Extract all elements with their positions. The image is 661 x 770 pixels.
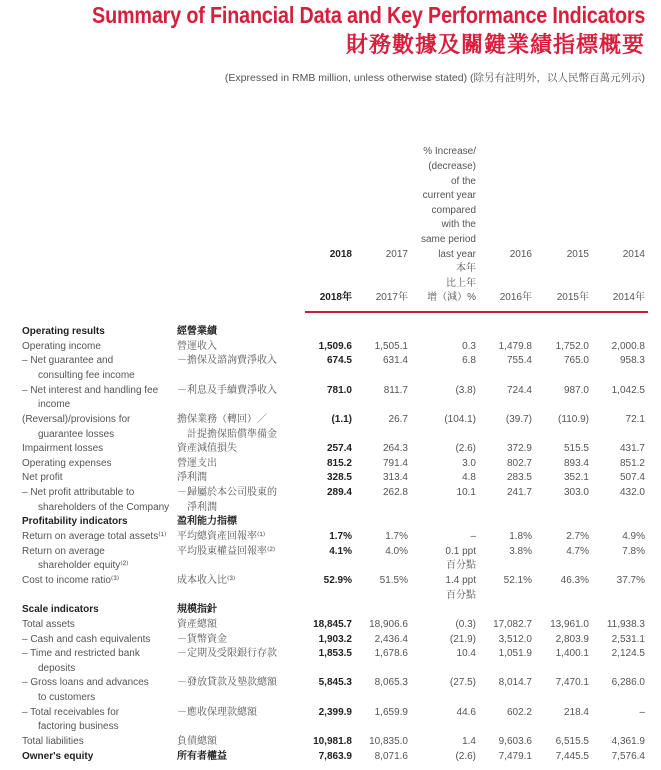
table-row bbox=[0, 384, 661, 413]
row-label bbox=[22, 530, 172, 545]
value-cell: 2,000.8 bbox=[611, 340, 645, 352]
value-cell: 2,436.4 bbox=[374, 633, 408, 645]
pct-header-line: 增（減）% bbox=[427, 292, 476, 304]
value-cell: (0.3) bbox=[455, 618, 476, 630]
value-cell: 2,803.9 bbox=[555, 633, 589, 645]
value-cell: 7,479.1 bbox=[498, 750, 532, 762]
row-label-chinese-line: 所有者權益 bbox=[177, 750, 227, 762]
row-label-chinese bbox=[177, 515, 237, 530]
table-row bbox=[0, 545, 661, 574]
value-cell: 1,678.6 bbox=[374, 648, 408, 660]
value-cell: (3.8) bbox=[455, 384, 476, 396]
value-cell: 1,051.9 bbox=[498, 648, 532, 660]
pct-header-line: % Increase/ bbox=[423, 146, 476, 158]
row-label-chinese-line: 營運收入 bbox=[177, 340, 217, 352]
page-title-chinese: 財務數據及關鍵業績指標概要 bbox=[345, 32, 645, 57]
value-cell: 4.8 bbox=[462, 472, 476, 484]
value-cell: 893.4 bbox=[563, 457, 589, 469]
value-cell: 10,981.8 bbox=[313, 736, 352, 748]
table-row bbox=[0, 486, 661, 515]
row-label-chinese-line: －貨幣資金 bbox=[177, 633, 227, 645]
table-row bbox=[0, 354, 661, 383]
section-header-row bbox=[0, 515, 661, 530]
value-cell: 4,361.9 bbox=[611, 736, 645, 748]
value-cell: 8,065.3 bbox=[374, 677, 408, 689]
value-cell: 303.0 bbox=[563, 487, 589, 499]
year-header-chinese: 2017年 bbox=[375, 292, 408, 303]
value-cell: (1.1) bbox=[331, 413, 352, 425]
value-cell: 4.9% bbox=[622, 531, 645, 543]
row-label-line: Scale indicators bbox=[22, 604, 99, 616]
value-cell: 13,961.0 bbox=[550, 618, 589, 630]
row-label bbox=[22, 647, 172, 676]
value-cell: 328.5 bbox=[326, 472, 352, 484]
value-cell: 2,124.5 bbox=[611, 648, 645, 660]
value-cell: 241.7 bbox=[506, 487, 532, 499]
table-row bbox=[0, 647, 661, 676]
row-label-chinese-line: 計提擔保賠償準備金 bbox=[187, 428, 277, 440]
value-cell: (104.1) bbox=[444, 413, 476, 425]
row-label-chinese bbox=[177, 354, 277, 369]
value-cell: 602.2 bbox=[506, 706, 532, 718]
row-label bbox=[22, 413, 172, 442]
row-label bbox=[22, 545, 172, 574]
row-label bbox=[22, 384, 172, 413]
row-label-chinese-line: －發放貸款及墊款總額 bbox=[177, 677, 277, 689]
year-header-chinese: 2015年 bbox=[556, 292, 589, 303]
row-label-chinese-line: －定期及受限銀行存款 bbox=[177, 648, 277, 660]
value-cell: 7,470.1 bbox=[555, 677, 589, 689]
value-cell: 1,853.5 bbox=[318, 648, 352, 660]
value-cell: 674.5 bbox=[326, 355, 352, 367]
year-header-chinese: 2018年 bbox=[319, 292, 352, 303]
value-cell: 10,835.0 bbox=[369, 736, 408, 748]
row-label-line: deposits bbox=[38, 662, 76, 674]
pct-header-line: same period bbox=[420, 234, 476, 245]
value-cell: 5,845.3 bbox=[318, 677, 352, 689]
value-cell: 7.8% bbox=[622, 545, 645, 557]
row-label-chinese-line: 營運支出 bbox=[177, 457, 217, 469]
row-label-chinese bbox=[177, 384, 277, 399]
value-cell: 257.4 bbox=[326, 443, 352, 455]
value-cell: 8,071.6 bbox=[374, 750, 408, 762]
value-cell: 1,659.9 bbox=[374, 706, 408, 718]
value-cell: 1,400.1 bbox=[555, 648, 589, 660]
row-label-line: – Net profit attributable to bbox=[22, 487, 135, 499]
table-row bbox=[0, 530, 661, 545]
value-cell: 51.5% bbox=[379, 574, 408, 586]
row-label bbox=[22, 486, 172, 515]
table-row bbox=[0, 471, 661, 486]
row-label-line: Cost to income ratio⁽³⁾ bbox=[22, 574, 120, 586]
row-label-line: consulting fee income bbox=[38, 369, 135, 381]
row-label-chinese bbox=[177, 603, 217, 618]
row-label-chinese bbox=[177, 442, 237, 457]
row-label-chinese bbox=[177, 647, 277, 662]
pct-header-line: 比上年 bbox=[446, 277, 476, 289]
pct-change-header bbox=[396, 145, 476, 306]
value-cell: – bbox=[470, 531, 476, 543]
row-label bbox=[22, 354, 172, 383]
value-text: 百分點 bbox=[446, 589, 476, 601]
value-cell: 352.1 bbox=[563, 472, 589, 484]
row-label-chinese bbox=[177, 486, 277, 515]
row-label-chinese-line: 平均總資產回報率⁽¹⁾ bbox=[177, 531, 266, 543]
row-label-line: Total assets bbox=[22, 618, 75, 630]
row-label-line: Return on average bbox=[22, 545, 105, 557]
row-label-chinese bbox=[177, 574, 235, 589]
value-cell: 4.7% bbox=[566, 545, 589, 557]
row-label-line: income bbox=[38, 399, 71, 411]
row-label-chinese-line: 擔保業務（轉回）／ bbox=[177, 413, 267, 425]
row-label bbox=[22, 618, 172, 633]
row-label bbox=[22, 574, 172, 589]
value-cell: 3.8% bbox=[509, 545, 532, 557]
row-label-chinese bbox=[177, 750, 227, 765]
value-cell: (21.9) bbox=[449, 633, 476, 645]
row-label bbox=[22, 706, 172, 735]
value-text: 0.1 ppt bbox=[445, 545, 476, 557]
page-title: Summary of Financial Data and Key Performance Indicators bbox=[91, 2, 645, 28]
row-label-line: – Net guarantee and bbox=[22, 355, 114, 367]
value-cell: 18,906.6 bbox=[369, 618, 408, 630]
value-cell: 8,014.7 bbox=[498, 677, 532, 689]
value-cell: 37.7% bbox=[616, 574, 645, 586]
value-cell: – bbox=[639, 706, 645, 718]
value-cell: 6,286.0 bbox=[611, 677, 645, 689]
row-label-chinese-line: 經營業績 bbox=[177, 326, 217, 337]
value-cell: 755.4 bbox=[506, 355, 532, 367]
row-label-chinese-line: 淨利潤 bbox=[187, 501, 217, 513]
value-cell: 289.4 bbox=[326, 487, 352, 499]
row-label-line: – Gross loans and advances bbox=[22, 677, 149, 689]
value-text: 1.4 ppt bbox=[445, 574, 476, 586]
row-label bbox=[22, 676, 172, 705]
value-cell: 7,445.5 bbox=[555, 750, 589, 762]
row-label-chinese bbox=[177, 325, 217, 340]
row-label-chinese-line: －應收保理款總額 bbox=[177, 706, 257, 718]
value-cell: 44.6 bbox=[456, 706, 476, 718]
value-cell: 815.2 bbox=[326, 457, 352, 469]
row-label-line: guarantee losses bbox=[38, 428, 115, 440]
row-label-line: Operating income bbox=[22, 340, 101, 352]
row-label-chinese bbox=[177, 676, 277, 691]
row-label bbox=[22, 442, 172, 457]
row-label-chinese-line: 淨利潤 bbox=[177, 472, 207, 484]
year-header: 2014 bbox=[622, 249, 645, 260]
value-cell: 2,399.9 bbox=[318, 706, 352, 718]
row-label bbox=[22, 603, 172, 618]
pct-header-line: 本年 bbox=[456, 263, 476, 275]
value-cell: 781.0 bbox=[326, 384, 352, 396]
value-cell: 1,505.1 bbox=[374, 340, 408, 352]
value-cell: 631.4 bbox=[382, 355, 408, 367]
value-cell: 262.8 bbox=[382, 487, 408, 499]
year-header: 2016 bbox=[509, 249, 532, 260]
row-label-line: to customers bbox=[38, 692, 96, 704]
row-label-chinese-line: 成本收入比⁽³⁾ bbox=[177, 574, 236, 586]
value-cell: 1,479.8 bbox=[498, 340, 532, 352]
pct-header-line: current year bbox=[422, 190, 476, 202]
row-label-line: Profitability indicators bbox=[22, 516, 128, 528]
value-cell: 6,515.5 bbox=[555, 736, 589, 748]
value-cell: (2.6) bbox=[455, 750, 476, 762]
table-row bbox=[0, 413, 661, 442]
value-cell: 46.3% bbox=[560, 574, 589, 586]
row-label-chinese-line: 平均股東權益回報率⁽²⁾ bbox=[177, 545, 276, 557]
value-cell: 958.3 bbox=[619, 355, 645, 367]
value-cell: 1.7% bbox=[329, 531, 352, 543]
row-label bbox=[22, 325, 172, 340]
value-cell: 1,903.2 bbox=[318, 633, 352, 645]
row-label-line: Operating expenses bbox=[22, 457, 112, 469]
table-row bbox=[0, 735, 661, 750]
row-label-chinese-line: －利息及手續費淨收入 bbox=[177, 384, 277, 396]
year-header: 2017 bbox=[385, 249, 408, 260]
value-cell: 7,863.9 bbox=[318, 750, 352, 762]
value-cell: 72.1 bbox=[625, 413, 645, 425]
value-cell: 11,938.3 bbox=[606, 618, 645, 630]
table-row bbox=[0, 574, 661, 603]
row-label-chinese bbox=[177, 530, 265, 545]
value-cell: 507.4 bbox=[619, 472, 645, 484]
row-label-line: Owner's equity bbox=[22, 750, 94, 762]
row-label-line: – Total receivables for bbox=[22, 706, 120, 718]
value-cell: 17,082.7 bbox=[493, 618, 532, 630]
value-text: 百分點 bbox=[446, 560, 476, 572]
row-label-chinese-line: 資產總額 bbox=[177, 618, 217, 630]
header-divider bbox=[305, 311, 648, 313]
value-cell: 313.4 bbox=[382, 472, 408, 484]
row-label-chinese bbox=[177, 633, 227, 648]
value-cell: 1.4 bbox=[462, 736, 476, 748]
row-label-line: Total liabilities bbox=[22, 736, 84, 748]
row-label-chinese-line: 規模指針 bbox=[177, 604, 217, 616]
year-header: 2015 bbox=[566, 249, 589, 260]
value-cell: (110.9) bbox=[558, 413, 589, 425]
value-cell: 52.9% bbox=[323, 574, 352, 586]
table-row bbox=[0, 750, 661, 765]
section-header-row bbox=[0, 325, 661, 340]
value-cell: (27.5) bbox=[449, 677, 476, 689]
table-row bbox=[0, 457, 661, 472]
row-label bbox=[22, 735, 172, 750]
row-label-chinese bbox=[177, 735, 217, 750]
value-cell: 851.2 bbox=[619, 457, 645, 469]
value-cell: 52.1% bbox=[503, 574, 532, 586]
pct-header-line: last year bbox=[438, 248, 476, 260]
value-cell: 26.7 bbox=[388, 413, 408, 425]
value-cell: 2,531.1 bbox=[611, 633, 645, 645]
value-cell: 3.0 bbox=[462, 457, 476, 469]
value-cell: 10.1 bbox=[456, 487, 476, 499]
value-cell: 1.8% bbox=[509, 531, 532, 543]
row-label-chinese bbox=[177, 457, 217, 472]
row-label bbox=[22, 340, 172, 355]
value-cell: 372.9 bbox=[506, 443, 532, 455]
row-label-line: (Reversal)/provisions for bbox=[22, 413, 131, 425]
table-row bbox=[0, 633, 661, 648]
units-note: (Expressed in RMB million, unless otherwise stated) (除另有註明外，以人民幣百萬元列示) bbox=[224, 72, 645, 84]
row-label bbox=[22, 750, 172, 765]
value-cell: 987.0 bbox=[563, 384, 589, 396]
value-cell: 4.1% bbox=[329, 545, 352, 557]
row-label-line: Impairment losses bbox=[22, 443, 104, 455]
row-label-line: – Time and restricted bank bbox=[22, 648, 140, 660]
pct-header-line: (decrease) bbox=[428, 161, 476, 173]
pct-header-line: compared bbox=[431, 204, 476, 216]
table-row bbox=[0, 706, 661, 735]
value-cell: 3,512.0 bbox=[498, 633, 532, 645]
value-cell: 791.4 bbox=[382, 457, 408, 469]
value-cell: 515.5 bbox=[563, 443, 589, 455]
value-cell: 283.5 bbox=[506, 472, 532, 484]
row-label-chinese-line: －歸屬於本公司股東的 bbox=[177, 487, 277, 499]
row-label-chinese bbox=[177, 618, 217, 633]
row-label-chinese bbox=[177, 413, 277, 442]
row-label-chinese bbox=[177, 706, 257, 721]
value-cell: (2.6) bbox=[455, 443, 476, 455]
row-label-line: – Net interest and handling fee bbox=[22, 384, 159, 396]
value-cell: 7,576.4 bbox=[611, 750, 645, 762]
row-label-line: Return on average total assets⁽¹⁾ bbox=[22, 531, 167, 543]
row-label-line: shareholder equity⁽²⁾ bbox=[38, 560, 129, 572]
value-cell: 811.7 bbox=[383, 384, 408, 396]
pct-header-line: of the bbox=[450, 175, 476, 187]
value-cell: 10.4 bbox=[456, 648, 476, 660]
financial-summary-table bbox=[0, 325, 661, 764]
value-cell: 1,042.5 bbox=[611, 384, 645, 396]
row-label-line: factoring business bbox=[38, 721, 119, 733]
year-header-chinese: 2014年 bbox=[612, 292, 645, 303]
row-label-line: Net profit bbox=[22, 472, 63, 484]
year-header: 2018 bbox=[329, 249, 352, 260]
row-label-chinese-line: 資產減值損失 bbox=[177, 443, 237, 455]
table-row bbox=[0, 618, 661, 633]
value-cell: 765.0 bbox=[563, 355, 589, 367]
value-cell: 802.7 bbox=[506, 457, 532, 469]
row-label-chinese-line: 盈利能力指標 bbox=[177, 516, 237, 528]
row-label bbox=[22, 471, 172, 486]
value-cell: 18,845.7 bbox=[313, 618, 352, 630]
value-cell: 218.4 bbox=[563, 706, 589, 718]
value-cell: (39.7) bbox=[505, 413, 532, 425]
row-label bbox=[22, 633, 172, 648]
row-label-line: – Cash and cash equivalents bbox=[22, 633, 151, 645]
row-label-chinese bbox=[177, 545, 275, 560]
pct-header-line: with the bbox=[441, 219, 476, 231]
table-row bbox=[0, 340, 661, 355]
row-label-chinese bbox=[177, 471, 207, 486]
value-cell: 1,509.6 bbox=[318, 340, 352, 352]
row-label-chinese-line: －擔保及諮詢費淨收入 bbox=[177, 355, 277, 367]
value-cell: 4.0% bbox=[385, 545, 408, 557]
value-cell: 432.0 bbox=[619, 487, 645, 499]
value-cell: 1.7% bbox=[385, 531, 408, 543]
row-label-chinese-line: 負債總額 bbox=[177, 736, 217, 748]
section-header-row bbox=[0, 603, 661, 618]
value-cell: 0.3 bbox=[462, 340, 476, 352]
value-cell: 6.8 bbox=[462, 355, 476, 367]
row-label bbox=[22, 515, 172, 530]
row-label-chinese bbox=[177, 340, 217, 355]
table-row bbox=[0, 442, 661, 457]
value-cell: 9,603.6 bbox=[498, 736, 532, 748]
value-cell: 724.4 bbox=[506, 384, 532, 396]
value-cell: 431.7 bbox=[619, 443, 645, 455]
year-header-chinese: 2016年 bbox=[499, 292, 532, 303]
value-cell: 264.3 bbox=[382, 443, 408, 455]
table-row bbox=[0, 676, 661, 705]
value-cell: 1,752.0 bbox=[555, 340, 589, 352]
row-label-line: shareholders of the Company bbox=[38, 501, 170, 513]
value-cell: 2.7% bbox=[566, 531, 589, 543]
row-label-line: Operating results bbox=[22, 326, 105, 337]
row-label bbox=[22, 457, 172, 472]
